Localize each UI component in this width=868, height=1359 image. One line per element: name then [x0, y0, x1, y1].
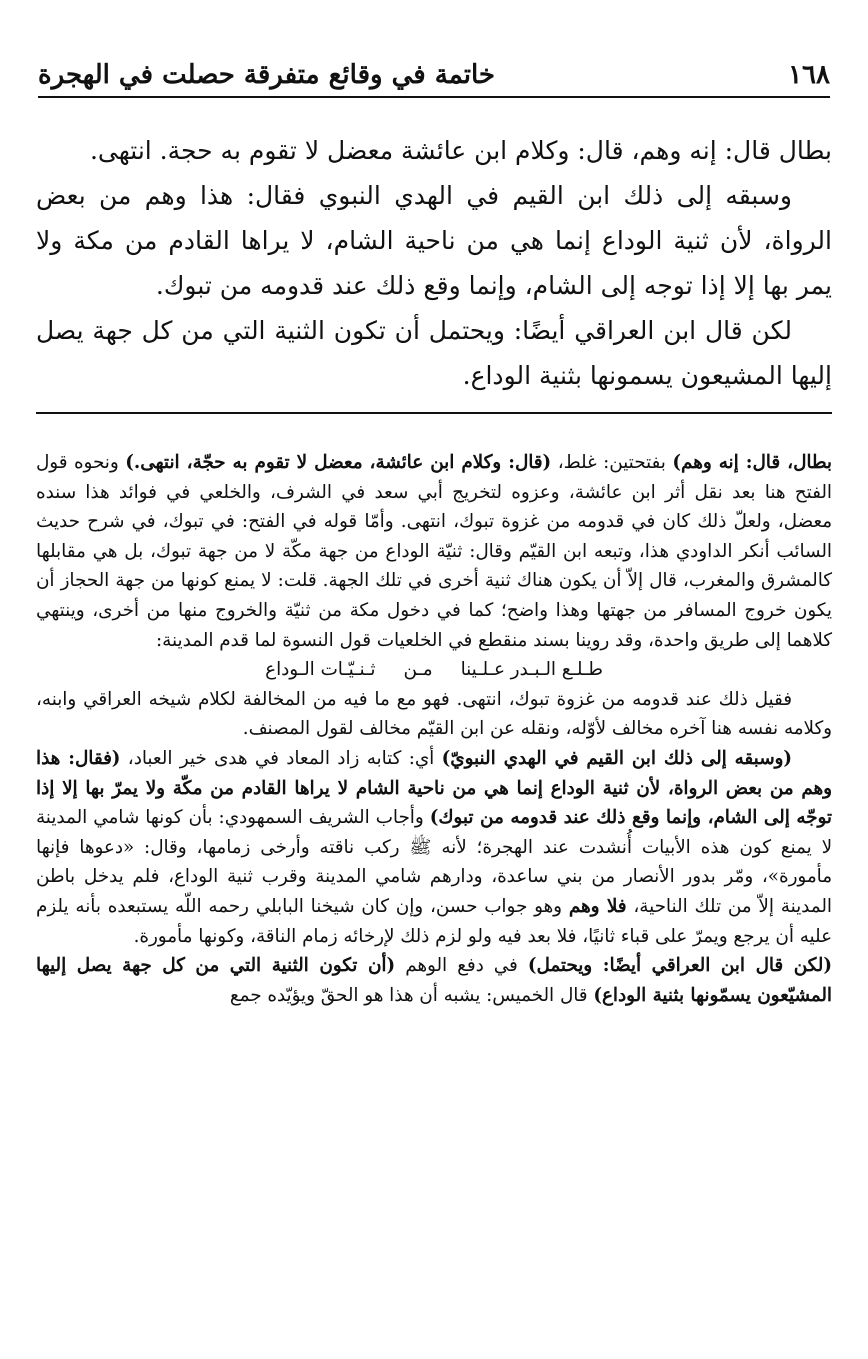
commentary-paragraph-3: [36, 744, 832, 951]
poem-hemistich-1: طـلـع الـبـدر عـلـينا: [460, 659, 603, 681]
commentary-paragraph-4: [36, 951, 832, 1010]
commentary-text: وأجاب الشريف السمهودي: بأن كونها شامي المدينة لا يمنع كون هذه الأبيات أُنشدت عند الهجرة؛ لأنه ﷺ ركب ناقته وأرخى زمامها، وقال: «دعوها فإنها مأمورة»، ومّر بدور الأنصار من بني ساعدة، ودارهم شامي المدينة وقرب ثنية الوداع، فلم يدخل باطن المدينة إلاّ من تلك الناحية،: [36, 807, 832, 917]
quoted-text: (فقال: هذا وهم من بعض الرواة، لأن ثنية الوداع إنما هي من ناحية الشام لا يراها القادم من مكّة ولا يمرّ بها إلا إذا توجّه إلى الشام، وإنما وقع ذلك عند قدومه من تبوك): [36, 747, 832, 829]
quoted-text: فلا وهم: [568, 895, 627, 917]
quoted-text: (وسبقه إلى ذلك ابن القيم في الهدي النبويّ): [441, 747, 792, 769]
poem-verse: [36, 655, 832, 685]
poem-hemistich-2: ثـنـيّـات الـوداع: [265, 659, 376, 681]
commentary-text: أي: كتابه زاد المعاد في هدى خير العباد،: [120, 747, 442, 769]
quoted-text: (أن تكون الثنية التي من كل جهة يصل إليها المشيّعون يسمّونها بثنية الوداع): [36, 955, 832, 1006]
commentary-text: ونحوه قول الفتح هنا بعد نقل أثر ابن عائشة، وعزوه لتخريج أبي سعد في الشرف، والخلعي في فوائد هذا سنده معضل، ولعلّ ذلك كان في قدومه من غزوة تبوك، انتهى. وأمّا قوله في الفتح: في تبوك، في شرح حديث السائب أنكر الداودي هذا، وتبعه ابن القيّم وقال: ثنيّة الوداع من جهة مكّة لا من جهة تبوك، بل هي مقابلها كالمشرق والمغرب، قال إلاّ أن يكون هناك ثنية أخرى في تلك الجهة. قلت: لا يمنع كونها من جهة الحجاز أن يكون خروج المسافر من جهتها وهذا واضح؛ كما في دخول مكة من ثنيّة والخروج منها من أخرى، وينتهي كلاهما إلى طريق واحدة، وقد روينا بسند منقطع في الخلعيات قول النسوة لما قدم المدينة:: [36, 452, 832, 651]
commentary-paragraph-1: [36, 448, 832, 655]
commentary-text: في دفع الوهم: [395, 955, 528, 977]
quoted-text: بطال، قال: إنه وهم): [672, 452, 833, 473]
quoted-text: (لكن قال ابن العراقي أيضًا: ويحتمل): [527, 955, 833, 977]
main-paragraph-1: بطال قال: إنه وهم، قال: وكلام ابن عائشة معضل لا تقوم به حجة. انتهى.: [89, 136, 832, 165]
main-paragraph-2: وسبقه إلى ذلك ابن القيم في الهدي النبوي فقال: هذا وهم من بعض الرواة، لأن ثنية الوداع إنما هي من ناحية الشام، لا يراها القادم من مكة ولا يمر بها إلا إذا توجه إلى الشام، وإنما وقع ذلك عند قدومه من تبوك.: [36, 181, 832, 300]
running-title: خاتمة في وقائع متفرقة حصلت في الهجرة: [38, 60, 495, 90]
poem-middle: مـن: [403, 659, 433, 681]
main-paragraph-3: لكن قال ابن العراقي أيضًا: ويحتمل أن تكون الثنية التي من كل جهة يصل إليها المشيعون يسمونها بثنية الوداع.: [36, 316, 832, 390]
commentary-text: بفتحتين: غلط،: [551, 452, 673, 473]
page-header: [38, 54, 830, 98]
page-number: ١٦٨: [788, 60, 830, 90]
commentary-text: وهو جواب حسن، وإن كان شيخنا البابلي رحمه اللّه يستبعده بأنه يلزم عليه أن يرجع ويمرّ على قباء ثانيًا، فلا بعد فيه ولو لزم ذلك لإرخائه زمام الناقة، وكونها مأمورة.: [36, 895, 832, 947]
commentary-paragraph-2: فقيل ذلك عند قدومه من غزوة تبوك، انتهى. فهو مع ما فيه من المخالفة لكلام شيخه العراقي وابنه، وكلامه نفسه هنا آخره مخالف لأوّله، ونقله عن ابن القيّم مخالف لقول المصنف.: [36, 688, 832, 740]
commentary-text: قال الخميس: يشبه أن هذا هو الحقّ ويؤيّده جمع: [229, 984, 594, 1006]
main-text: [36, 128, 832, 398]
quoted-text: (قال: وكلام ابن عائشة، معضل لا تقوم به حجّة، انتهى.): [125, 452, 552, 473]
separator-rule: [36, 412, 832, 414]
commentary: [36, 448, 832, 1010]
